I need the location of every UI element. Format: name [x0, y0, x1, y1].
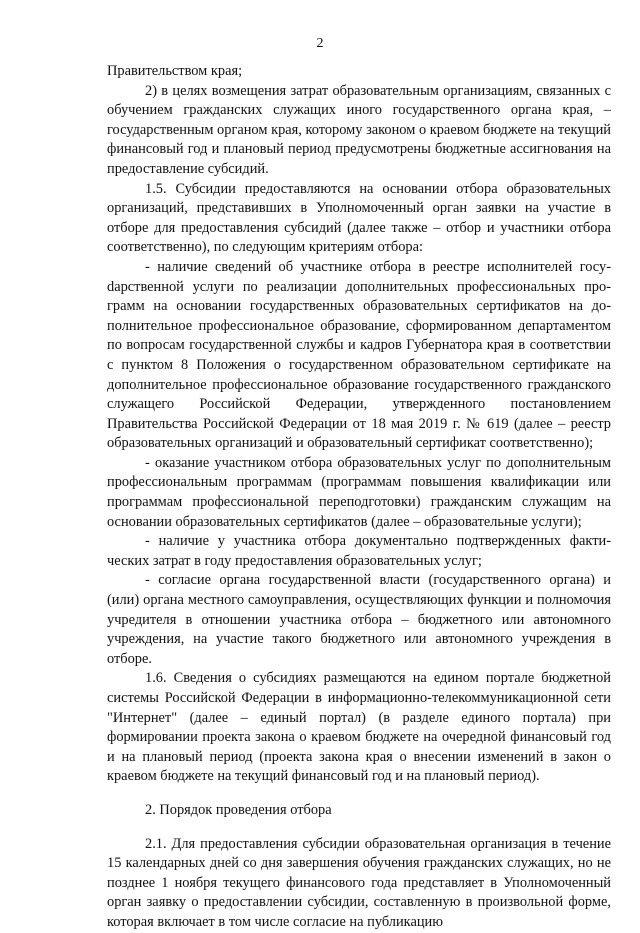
criterion-registry: - наличие сведений об участнике отбора в реестре исполнителей госуdарственной услуги по реализации дополнительных профессиональных программ на основании государственных образовательных сертификатов на дополнительное профессиональное образование, сформированном департаментом по вопросам государственной службы и кадров Губернатора края в соответствии с пунктом 8 Положения о государственном образовательном сертификате на дополнительное профессиональное образование государственного гражданского служащего Российской Федерации, утвержденного постановлением Правительства Российской Федерации от 18 мая 2019 г. № 619 (далее – реестр образовательных организаций и образовательный сертификат соответственно); — [107, 258, 611, 452]
criterion-educational-services: - оказание участником отбора образовательных услуг по дополнительным профессиональным программам (программам повышения квалификации или программам профессиональной переподготовки) гражданским служащим на основании образовательных сертификатов (далее – образовательные услуги); — [107, 454, 611, 530]
section-heading-2: 2. Порядок проведения отбора — [145, 801, 332, 818]
criterion-documented-costs: - наличие у участника отбора документально подтвержденных фактических затрат в году предоставления образовательных услуг; — [107, 533, 611, 569]
paragraph-2-1: 2.1. Для предоставления субсидии образовательная организация в течение 15 календарных дней со дня завершения обучения гражданских служащих, но не позднее 1 ноября текущего финансового года представляет в Уполномоченный орган заявку о предоставлении субсидии, составленную в произвольной форме, которая включает в том числе согласие на публикацию — [107, 835, 611, 930]
page-number: 2 — [316, 36, 324, 51]
paragraph-1-6: 1.6. Сведения о субсидиях размещаются на едином портале бюджетной системы Российской Федерации в информационно-телекоммуникационной сети "Интернет" (далее – единый портал) (в разделе единого портала) при формировании проекта закона о краевом бюджете на очередной финансовый год и на плановый период (проекта закона края о внесении изменений в закон о краевом бюджете на текущий финансовый год и на плановый период). — [107, 670, 611, 785]
document-body — [107, 62, 611, 933]
paragraph-item-2: 2) в целях возмещения затрат образовательным организациям, связанных с обучением гражданских служащих иного государственного органа края, – государственным органом края, которому законом о краевом бюджете на текущий финансовый год и плановый период предусмотрены бюджетные ассигнования на предоставление субсидий. — [107, 82, 611, 177]
paragraph-continuation: Правительством края; — [107, 63, 243, 79]
paragraph-1-5: 1.5. Субсидии предоставляются на основании отбора образовательных организаций, представивших в Уполномоченный орган заявки на участие в отборе для предоставления субсидий (далее также – отбор и участники отбора соответственно), по следующим критериям отбора: — [107, 180, 611, 256]
criterion-founder-consent: - согласие органа государственной власти (государственного органа) и (или) органа местного самоуправления, осуществляющих функции и полномочия учредителя в отношении участника отбора – бюджетного или автономного учреждения, на участие такого бюджетного или автономного учреждения в отборе. — [107, 572, 611, 667]
